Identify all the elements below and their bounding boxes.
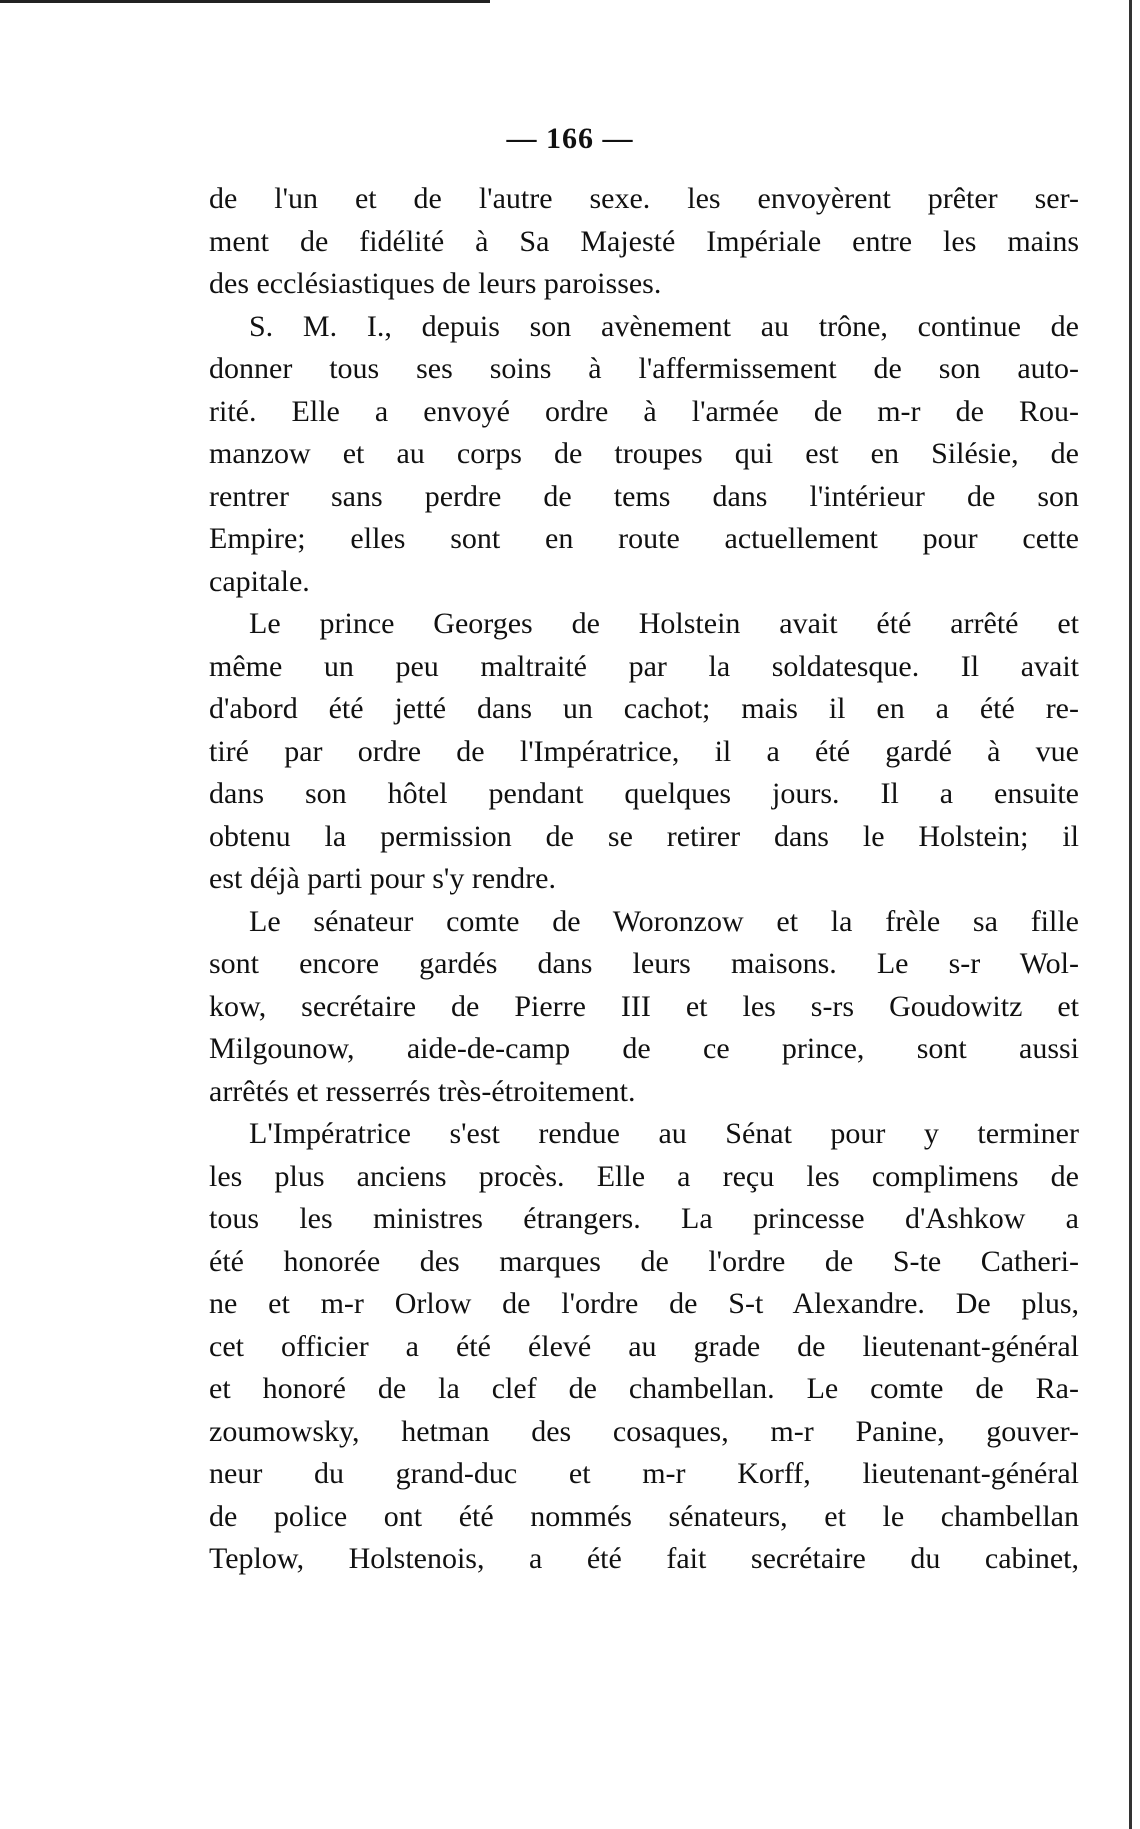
text-line: zoumowsky, hetman des cosaques, m-r Panine, gouver- bbox=[209, 1414, 1079, 1448]
text-line: d'abord été jetté dans un cachot; mais il en a été re- bbox=[209, 692, 1079, 725]
text-line: les plus anciens procès. Elle a reçu les complimens de bbox=[209, 1159, 1079, 1193]
text-line: et honoré de la clef de chambellan. Le comte de Ra- bbox=[209, 1372, 1079, 1405]
body-text bbox=[209, 178, 1079, 1581]
text-line: sont encore gardés dans leurs maisons. Le s-r Wol- bbox=[209, 947, 1079, 980]
text-line: est déjà parti pour s'y rendre. bbox=[209, 862, 556, 895]
text-line: de l'un et de l'autre sexe. les envoyèrent prêter ser- bbox=[209, 182, 1079, 215]
text-line: ment de fidélité à Sa Majesté Impériale entre les mains bbox=[209, 224, 1079, 258]
text-line: manzow et au corps de troupes qui est en Silésie, de bbox=[209, 437, 1079, 470]
text-line: dans son hôtel pendant quelques jours. Il a ensuite bbox=[209, 777, 1079, 810]
text-line: rentrer sans perdre de tems dans l'intérieur de son bbox=[209, 479, 1079, 513]
text-line: tiré par ordre de l'Impératrice, il a été gardé à vue bbox=[209, 734, 1079, 768]
right-page-edge bbox=[1129, 0, 1132, 1829]
text-line: L'Impératrice s'est rendue au Sénat pour y terminer bbox=[249, 1117, 1079, 1150]
text-line: des ecclésiastiques de leurs paroisses. bbox=[209, 267, 662, 300]
text-line: Empire; elles sont en route actuellement pour cette bbox=[209, 522, 1079, 555]
text-line: capitale. bbox=[209, 564, 310, 598]
text-line: kow, secrétaire de Pierre III et les s-rs Goudowitz et bbox=[209, 989, 1079, 1023]
text-line: été honorée des marques de l'ordre de S-te Catheri- bbox=[209, 1244, 1079, 1278]
text-line: Le prince Georges de Holstein avait été arrêté et bbox=[249, 607, 1079, 640]
text-line: Teplow, Holstenois, a été fait secrétaire du cabinet, bbox=[209, 1542, 1079, 1575]
text-line: neur du grand-duc et m-r Korff, lieutenant-général bbox=[209, 1457, 1079, 1490]
text-line: donner tous ses soins à l'affermissement de son auto- bbox=[209, 352, 1079, 385]
text-line: même un peu maltraité par la soldatesque. Il avait bbox=[209, 649, 1079, 683]
text-line: rité. Elle a envoyé ordre à l'armée de m-r de Rou- bbox=[209, 394, 1079, 428]
text-line: tous les ministres étrangers. La princesse d'Ashkow a bbox=[209, 1202, 1079, 1235]
text-line: arrêtés et resserrés très-étroitement. bbox=[209, 1074, 636, 1108]
text-line: de police ont été nommés sénateurs, et le chambellan bbox=[209, 1499, 1079, 1533]
page-number: — 166 — bbox=[506, 122, 634, 155]
text-line: ne et m-r Orlow de l'ordre de S-t Alexandre. De plus, bbox=[209, 1287, 1079, 1320]
text-line: Le sénateur comte de Woronzow et la frèle sa fille bbox=[249, 904, 1079, 938]
text-line: Milgounow, aide-de-camp de ce prince, sont aussi bbox=[209, 1032, 1079, 1065]
text-line: S. M. I., depuis son avènement au trône, continue de bbox=[249, 309, 1079, 343]
text-line: obtenu la permission de se retirer dans le Holstein; il bbox=[209, 819, 1079, 853]
text-line: cet officier a été élevé au grade de lieutenant-général bbox=[209, 1329, 1079, 1363]
top-border-rule bbox=[0, 0, 490, 3]
